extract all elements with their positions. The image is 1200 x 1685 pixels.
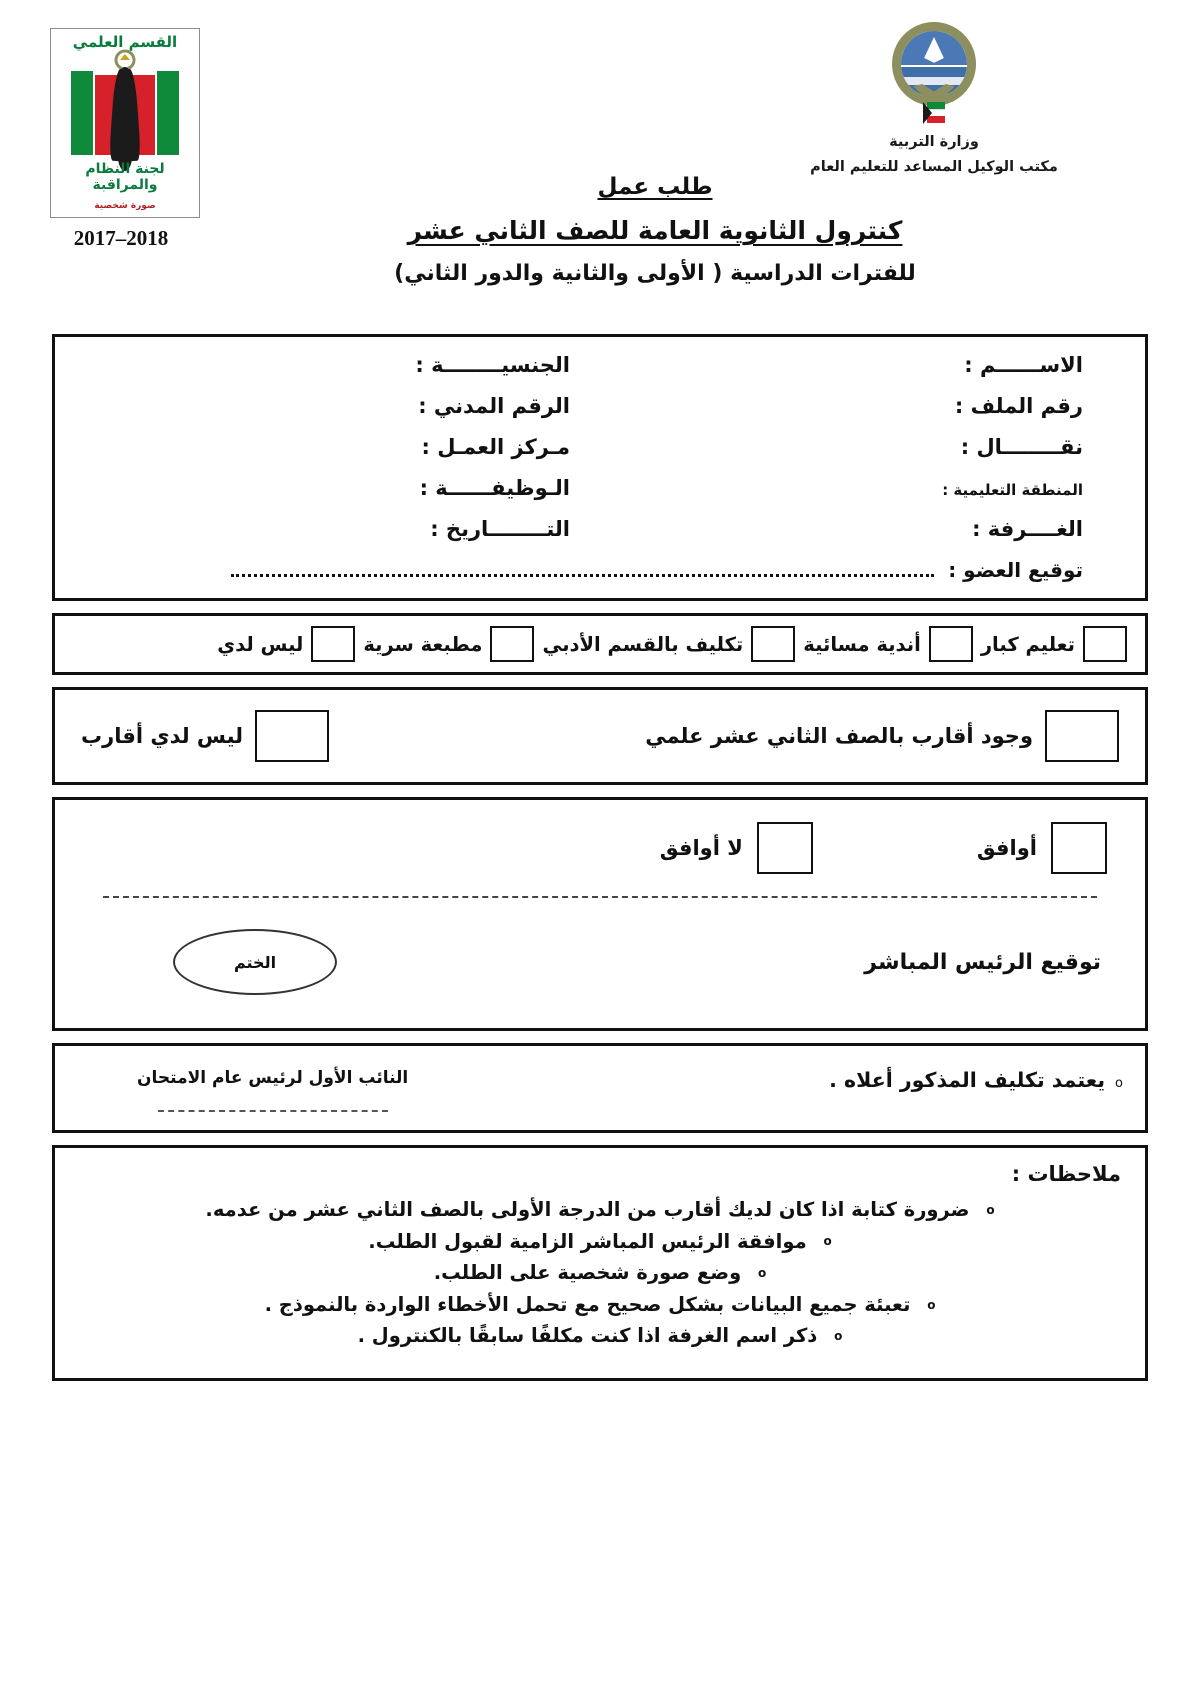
checkbox-none[interactable]: [311, 626, 355, 662]
option-label: تعليم كبار: [980, 632, 1075, 656]
option-literary-section[interactable]: [538, 626, 799, 662]
option-secret-press[interactable]: [359, 626, 538, 662]
note-item: [79, 1320, 1121, 1352]
checkbox-evening-clubs[interactable]: [929, 626, 973, 662]
option-evening-clubs[interactable]: [799, 626, 977, 662]
note-text: وضع صورة شخصية على الطلب.: [433, 1261, 742, 1285]
note-text: تعبئة جميع البيانات بشكل صحيح مع تحمل الأخطاء الواردة بالنموذج .: [264, 1292, 911, 1316]
seal-book-right: [129, 69, 181, 161]
endorsement-signatory-title: النائب الأول لرئيس عام الامتحان: [137, 1068, 409, 1088]
form-titles: [246, 174, 1064, 286]
option-label: أندية مسائية: [803, 632, 921, 656]
option-label: مطبعة سرية: [363, 632, 483, 656]
form-title-secondary: كنترول الثانوية العامة للصف الثاني عشر: [407, 216, 903, 245]
seal-top-label: القسم العلمي: [72, 33, 178, 51]
relatives-none-group[interactable]: [73, 710, 333, 762]
seal-bottom-label: لجنة النظام والمراقبة: [85, 161, 165, 193]
bullet-icon: o: [758, 1265, 767, 1280]
kuwait-flag-icon: [923, 102, 945, 128]
personal-photo-box: [50, 28, 200, 218]
field-label-file-number: رقم الملف :: [954, 394, 1083, 418]
ministry-block: [774, 22, 1094, 178]
approve-label: أوافق: [976, 836, 1037, 860]
field-label-workplace: مـركز العمـل :: [421, 435, 570, 459]
bullet-icon: o: [1115, 1076, 1123, 1091]
field-label-civil-id: الرقم المدني :: [418, 394, 570, 418]
form-header: [16, 14, 1184, 334]
photo-placeholder-label: صورة شخصية: [94, 201, 156, 211]
field-label-educational-district: المنطقة التعليمية :: [942, 481, 1083, 499]
form-sheet: [16, 14, 1184, 1671]
option-label: تكليف بالقسم الأدبي: [542, 632, 744, 656]
bullet-icon: o: [927, 1297, 936, 1312]
field-label-date: التــــــــاريخ :: [430, 517, 570, 541]
info-row: [81, 435, 1119, 459]
note-item: [79, 1257, 1121, 1289]
checkbox-approve[interactable]: [1051, 822, 1107, 874]
chief-signature-row: [79, 916, 1121, 1008]
personal-info-box: [52, 334, 1148, 601]
field-label-name: الاســــــم :: [964, 353, 1083, 377]
relatives-none-label: ليس لدي أقارب: [81, 724, 244, 748]
checkbox-no-relatives[interactable]: [255, 710, 329, 762]
checkbox-literary-section[interactable]: [751, 626, 795, 662]
info-row: [81, 517, 1119, 541]
kuwait-state-emblem-icon: [888, 22, 980, 128]
approval-divider: [103, 896, 1097, 898]
committee-seal-block: [42, 28, 200, 251]
relatives-row: [55, 690, 1145, 782]
option-adult-education[interactable]: [977, 626, 1131, 662]
approval-choice-row: [79, 818, 1121, 890]
member-signature-line[interactable]: [231, 573, 934, 577]
endorsement-signature-line[interactable]: [158, 1110, 388, 1112]
seal-center-graphic: [118, 67, 132, 171]
stamp-placeholder[interactable]: الختم: [173, 929, 337, 995]
assignment-options-row: [55, 616, 1145, 672]
relatives-has-label: وجود أقارب بالصف الثاني عشر علمي: [645, 724, 1033, 748]
bullet-icon: o: [823, 1234, 832, 1249]
form-title-tertiary: للفترات الدراسية ( الأولى والثانية والدور الثاني): [394, 261, 916, 286]
relatives-has-group[interactable]: [637, 710, 1123, 762]
disapprove-group[interactable]: [650, 822, 817, 874]
option-none[interactable]: [213, 626, 359, 662]
field-label-mobile: نقــــــــال :: [960, 435, 1083, 459]
ministry-department: مكتب الوكيل المساعد للتعليم العام: [810, 159, 1058, 176]
checkbox-has-relatives[interactable]: [1045, 710, 1119, 762]
bullet-icon: o: [986, 1202, 995, 1217]
note-text: موافقة الرئيس المباشر الزامية لقبول الطلب.: [368, 1229, 807, 1253]
checkbox-disapprove[interactable]: [757, 822, 813, 874]
checkbox-adult-education[interactable]: [1083, 626, 1127, 662]
relatives-box: [52, 687, 1148, 785]
field-label-member-signature: توقيع العضو :: [948, 558, 1083, 582]
assignment-options-box: [52, 613, 1148, 675]
chief-signature-label: توقيع الرئيس المباشر: [864, 949, 1101, 975]
ministry-name: وزارة التربية: [889, 134, 979, 150]
option-label: ليس لدي: [217, 632, 304, 656]
note-item: [79, 1226, 1121, 1258]
approve-group[interactable]: [967, 822, 1111, 874]
seal-book-left: [69, 69, 121, 161]
member-signature-row: [81, 558, 1119, 584]
info-row: [81, 476, 1119, 500]
checkbox-secret-press[interactable]: [490, 626, 534, 662]
endorsement-box: [52, 1043, 1148, 1133]
form-title-primary: طلب عمل: [597, 174, 713, 200]
bullet-icon: o: [834, 1329, 843, 1344]
disapprove-label: لا أوافق: [659, 836, 743, 860]
note-text: ضرورة كتابة اذا كان لديك أقارب من الدرجة الأولى بالصف الثاني عشر من عدمه.: [205, 1198, 970, 1221]
info-row: [81, 353, 1119, 377]
field-label-job-title: الـوظيفــــــة :: [419, 476, 570, 500]
notes-list: [79, 1194, 1121, 1352]
field-label-nationality: الجنسيــــــــة :: [415, 353, 570, 377]
field-label-room: الغــــرفة :: [972, 517, 1083, 541]
note-text: ذكر اسم الغرفة اذا كنت مكلفًا سابقًا بالكنترول .: [357, 1324, 818, 1348]
info-row: [81, 394, 1119, 418]
academic-year-label: 2017–2018: [73, 226, 169, 250]
endorsement-row: [77, 1068, 1123, 1112]
note-item: [79, 1289, 1121, 1321]
notes-box: [52, 1145, 1148, 1381]
endorsement-statement: يعتمد تكليف المذكور أعلاه .: [829, 1068, 1106, 1092]
notes-title: ملاحظات :: [1011, 1162, 1121, 1186]
approval-box: [52, 797, 1148, 1031]
note-item: [79, 1194, 1121, 1226]
